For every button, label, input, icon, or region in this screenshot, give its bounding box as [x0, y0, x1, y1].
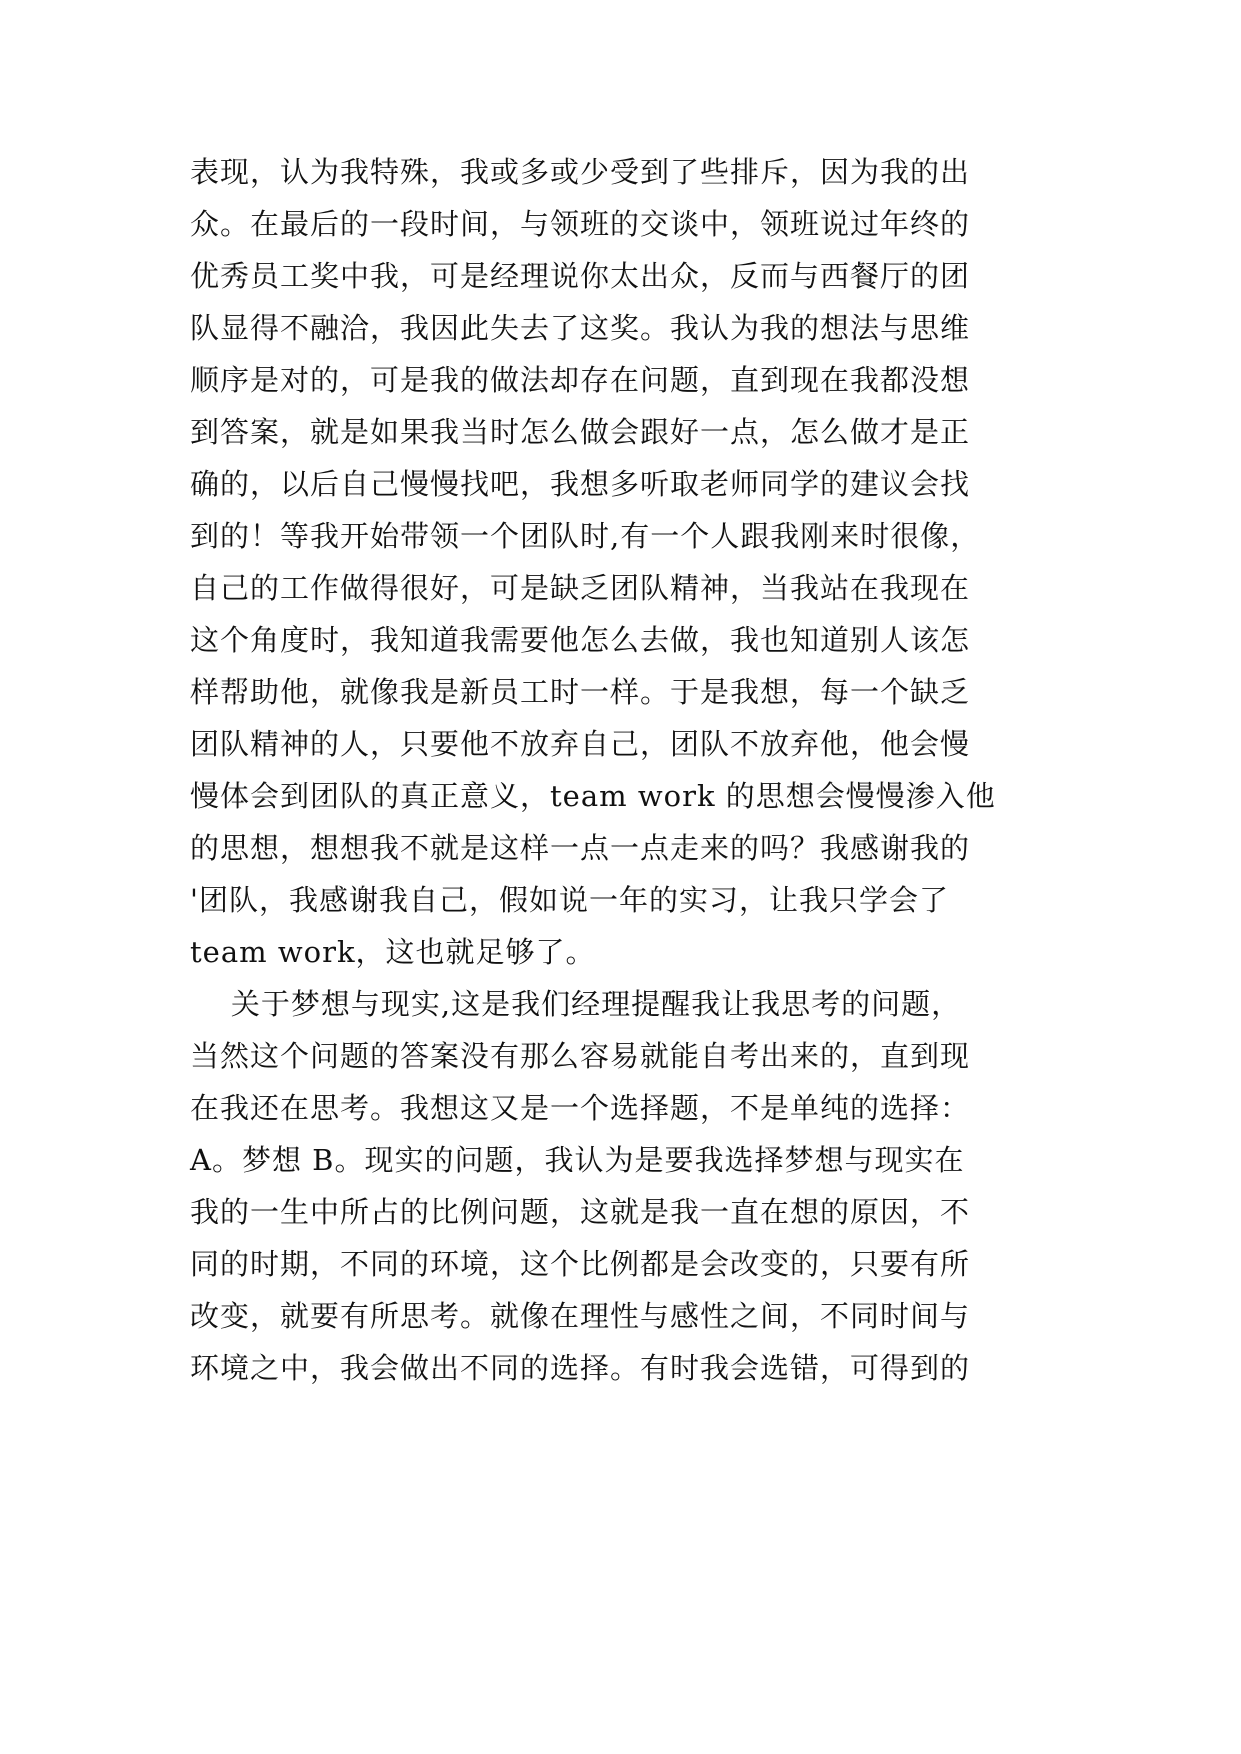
- text-line: 同的时期，不同的环境，这个比例都是会改变的，只要有所: [190, 1247, 971, 1281]
- text-line: 环境之中，我会做出不同的选择。有时我会选错，可得到的: [190, 1351, 971, 1385]
- text-line: 确的，以后自己慢慢找吧，我想多听取老师同学的建议会找: [190, 467, 971, 501]
- text-line: 到答案，就是如果我当时怎么做会跟好一点，怎么做才是正: [190, 415, 971, 449]
- text-line: 慢体会到团队的真正意义，team work 的思想会慢慢渗入他: [190, 779, 996, 813]
- text-line: 表现，认为我特殊，我或多或少受到了些排斥，因为我的出: [190, 155, 971, 189]
- text-line: 到的！等我开始带领一个团队时,有一个人跟我刚来时很像，: [190, 519, 981, 553]
- text-line: 众。在最后的一段时间，与领班的交谈中，领班说过年终的: [190, 207, 971, 241]
- text-line: 的思想，想想我不就是这样一点一点走来的吗？我感谢我的: [190, 831, 971, 865]
- text-line: 自己的工作做得很好，可是缺乏团队精神，当我站在我现在: [190, 571, 971, 605]
- text-line: A。梦想 B。现实的问题，我认为是要我选择梦想与现实在: [190, 1143, 965, 1177]
- text-line: 改变，就要有所思考。就像在理性与感性之间，不同时间与: [190, 1299, 971, 1333]
- text-line: 这个角度时，我知道我需要他怎么去做，我也知道别人该怎: [190, 623, 971, 657]
- text-line: 队显得不融洽，我因此失去了这奖。我认为我的想法与思维: [190, 311, 971, 345]
- text-line: team work，这也就足够了。: [190, 935, 596, 969]
- text-line: 当然这个问题的答案没有那么容易就能自考出来的，直到现: [190, 1039, 971, 1073]
- text-line: 团队精神的人，只要他不放弃自己，团队不放弃他，他会慢: [190, 727, 971, 761]
- text-line: 我的一生中所占的比例问题，这就是我一直在想的原因，不: [190, 1195, 971, 1229]
- paragraph-start-line: 关于梦想与现实,这是我们经理提醒我让我思考的问题，: [190, 987, 962, 1021]
- text-line: 在我还在思考。我想这又是一个选择题，不是单纯的选择：: [190, 1091, 971, 1125]
- text-line: '团队，我感谢我自己，假如说一年的实习，让我只学会了: [190, 883, 949, 917]
- text-line: 样帮助他，就像我是新员工时一样。于是我想，每一个缺乏: [190, 675, 971, 709]
- text-line: 优秀员工奖中我，可是经理说你太出众，反而与西餐厅的团: [190, 259, 971, 293]
- text-line: 顺序是对的，可是我的做法却存在问题，直到现在我都没想: [190, 363, 971, 397]
